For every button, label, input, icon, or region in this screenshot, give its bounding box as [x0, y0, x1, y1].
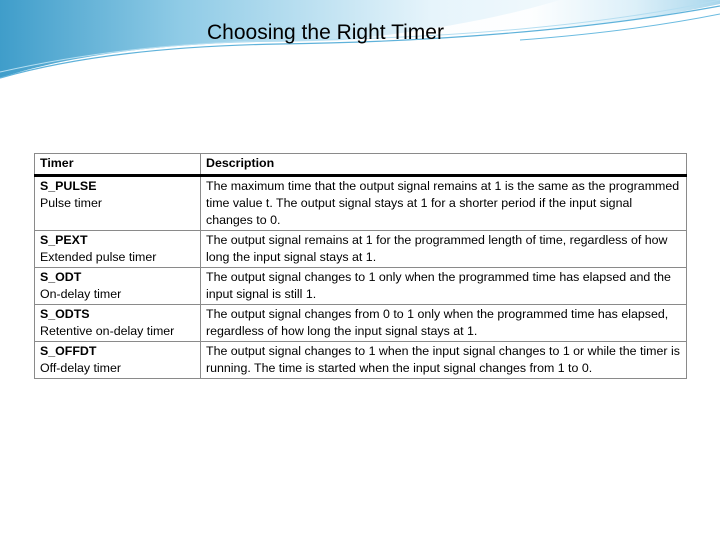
- timer-description: The output signal changes to 1 only when the programmed time has elapsed and the input signal is still 1.: [201, 268, 687, 305]
- timer-description: The output signal changes to 1 when the input signal changes to 1 or while the timer is running. The time is started when the input signal changes from 1 to 0.: [201, 342, 687, 379]
- timer-cell: [35, 342, 201, 379]
- table-row: [35, 231, 687, 268]
- column-header-timer: Timer: [35, 154, 201, 176]
- timer-type: Off-delay timer: [40, 361, 122, 375]
- timer-name: S_ODTS: [40, 307, 90, 321]
- table-row: [35, 176, 687, 231]
- timer-comparison-table: [34, 153, 687, 379]
- timer-name: S_ODT: [40, 270, 82, 284]
- timer-name: S_PULSE: [40, 179, 97, 193]
- timer-type: On-delay timer: [40, 287, 122, 301]
- table-row: [35, 268, 687, 305]
- timer-type: Extended pulse timer: [40, 250, 157, 264]
- timer-type: Pulse timer: [40, 196, 102, 210]
- timer-description: The output signal changes from 0 to 1 only when the programmed time has elapsed, regardless of how long the input signal stays at 1.: [201, 305, 687, 342]
- table-row: [35, 305, 687, 342]
- timer-name: S_OFFDT: [40, 344, 97, 358]
- timer-cell: [35, 231, 201, 268]
- timer-cell: [35, 305, 201, 342]
- timer-name: S_PEXT: [40, 233, 88, 247]
- timer-cell: [35, 176, 201, 231]
- timer-type: Retentive on-delay timer: [40, 324, 175, 338]
- timer-cell: [35, 268, 201, 305]
- timer-description: The maximum time that the output signal remains at 1 is the same as the programmed time value t. The output signal stays at 1 for a shorter period if the input signal changes to 0.: [201, 176, 687, 231]
- timer-description: The output signal remains at 1 for the programmed length of time, regardless of how long the input signal stays at 1.: [201, 231, 687, 268]
- column-header-description: Description: [201, 154, 687, 176]
- slide-title: Choosing the Right Timer: [207, 21, 444, 44]
- header-swoosh-decoration: [0, 0, 720, 100]
- table-header-row: [35, 154, 687, 176]
- table-row: [35, 342, 687, 379]
